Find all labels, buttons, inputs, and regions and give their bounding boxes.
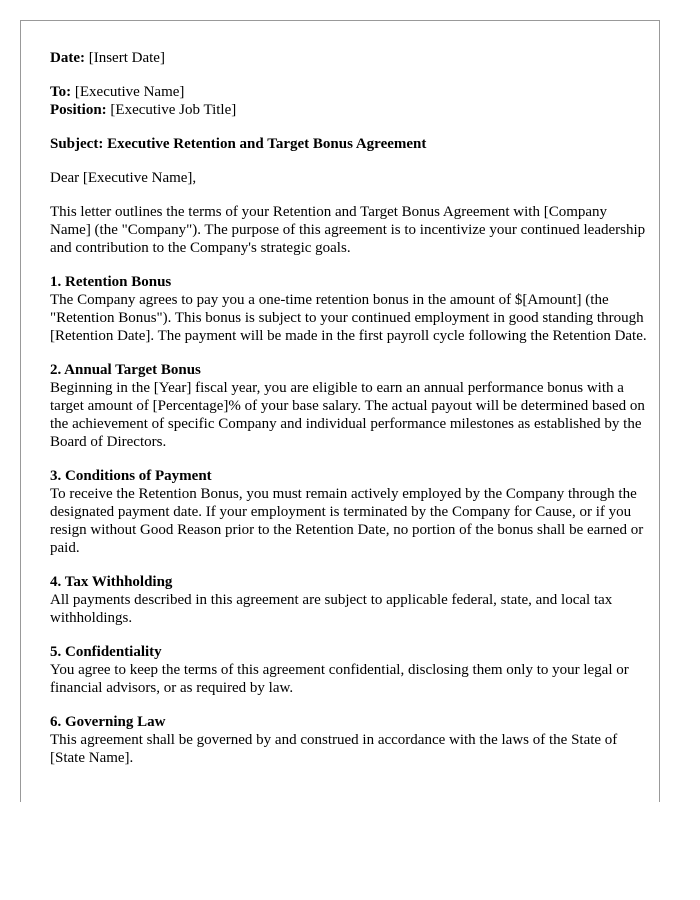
date-label: Date:: [50, 50, 85, 66]
section-title: 5. Confidentiality: [50, 644, 162, 660]
intro-paragraph: This letter outlines the terms of your Retention and Target Bonus Agreement with [Company Name] (the "Company"). The purpose of this agreement is to incentivize your continued leadership and contribution to the Company's strategic goals.: [50, 204, 646, 256]
to-label: To:: [50, 84, 72, 100]
spacer: [50, 557, 650, 573]
spacer: [50, 119, 650, 135]
section-annual-target-bonus: [50, 361, 650, 451]
section-conditions-of-payment: [50, 467, 650, 557]
section-tax-withholding: [50, 573, 650, 627]
section-body: Beginning in the [Year] fiscal year, you are eligible to earn an annual performance bonus with a target amount of [Percentage]% of your base salary. The actual payout will be determined based on the achievement of specific Company and individual performance milestones as established by the Board of Directors.: [50, 380, 645, 450]
to-line: [50, 83, 650, 101]
section-governing-law: [50, 713, 650, 767]
section-retention-bonus: [50, 273, 650, 345]
position-label: Position:: [50, 102, 107, 118]
letter-page: [20, 20, 660, 802]
section-body: All payments described in this agreement are subject to applicable federal, state, and local tax withholdings.: [50, 592, 613, 626]
section-body: The Company agrees to pay you a one-time retention bonus in the amount of $[Amount] (the "Retention Bonus"). This bonus is subject to your continued employment in good standing through [Retention Date]. The payment will be made in the first payroll cycle following the Retention Date.: [50, 292, 647, 344]
section-title: 6. Governing Law: [50, 714, 166, 730]
section-body: This agreement shall be governed by and construed in accordance with the laws of the State of [State Name].: [50, 732, 618, 766]
subject-line: Subject: Executive Retention and Target Bonus Agreement: [50, 136, 427, 152]
spacer: [50, 345, 650, 361]
date-line: [50, 49, 650, 67]
spacer: [50, 67, 650, 83]
section-body: To receive the Retention Bonus, you must remain actively employed by the Company through the designated payment date. If your employment is terminated by the Company for Cause, or if you resign without Good Reason prior to the Retention Date, no portion of the bonus shall be earned or paid.: [50, 486, 644, 556]
section-confidentiality: [50, 643, 650, 697]
section-title: 1. Retention Bonus: [50, 274, 172, 290]
spacer: [50, 187, 650, 203]
to-value: [Executive Name]: [74, 84, 185, 100]
position-line: [50, 101, 650, 119]
position-value: [Executive Job Title]: [110, 102, 237, 118]
spacer: [50, 451, 650, 467]
letter-content: [50, 49, 650, 767]
spacer: [50, 627, 650, 643]
spacer: [50, 153, 650, 169]
section-title: 3. Conditions of Payment: [50, 468, 212, 484]
salutation: Dear [Executive Name],: [50, 170, 197, 186]
section-body: You agree to keep the terms of this agreement confidential, disclosing them only to your legal or financial advisors, or as required by law.: [50, 662, 629, 696]
section-title: 2. Annual Target Bonus: [50, 362, 201, 378]
section-title: 4. Tax Withholding: [50, 574, 173, 590]
spacer: [50, 697, 650, 713]
spacer: [50, 257, 650, 273]
date-value: [Insert Date]: [88, 50, 165, 66]
